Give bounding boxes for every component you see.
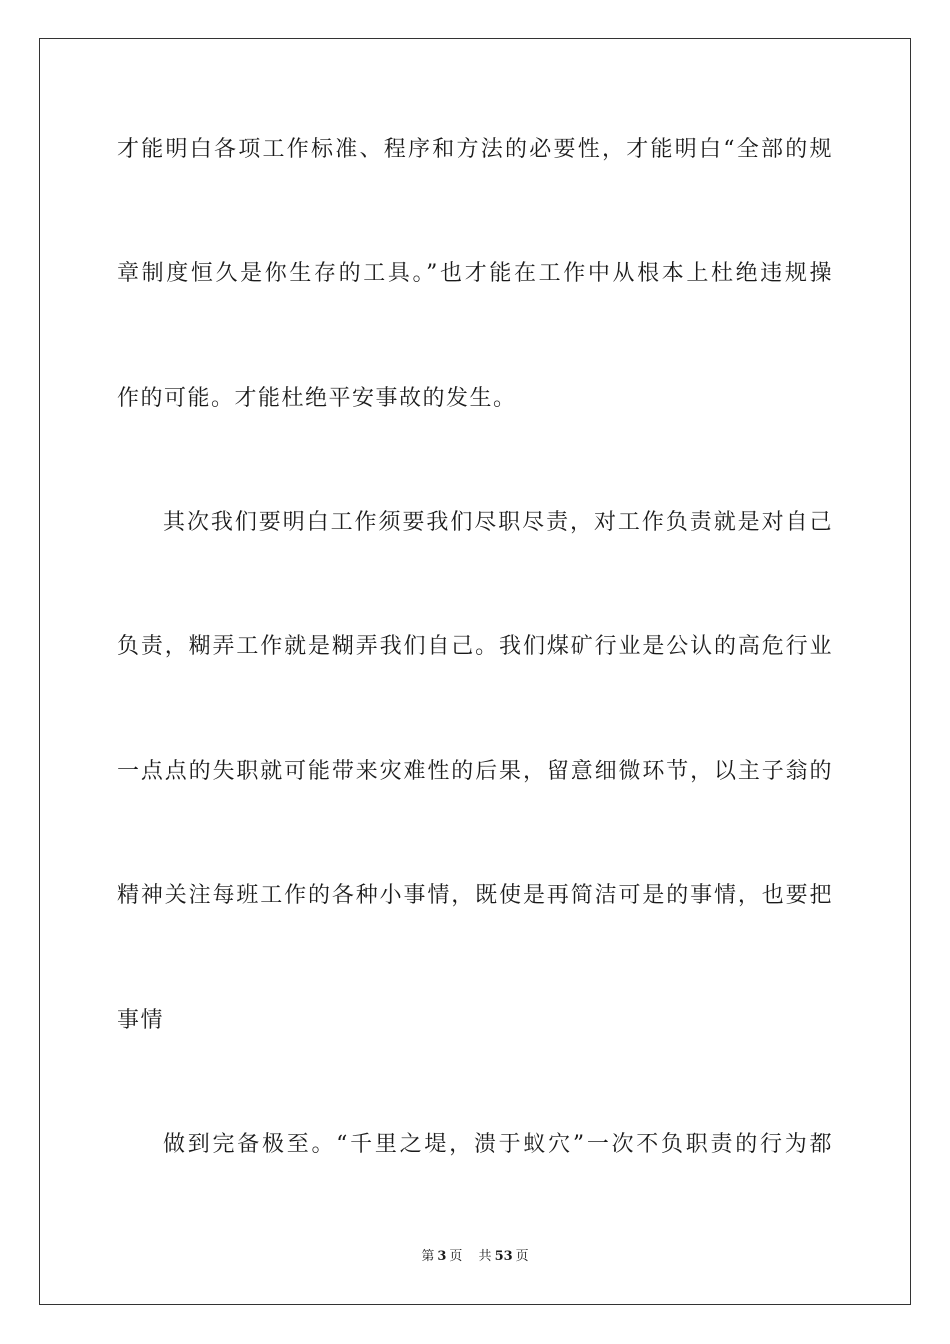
total-suffix: 页: [515, 1249, 529, 1264]
page-suffix: 页: [449, 1249, 463, 1264]
page-prefix: 第: [421, 1249, 435, 1264]
body-line-8: 事情: [117, 1008, 165, 1033]
body-line-6: 一点点的失职就可能带来灾难性的后果，留意细微环节，以主子翁的: [117, 759, 833, 784]
body-line-7: 精神关注每班工作的各种小事情，既使是再简洁可是的事情，也要把: [117, 883, 833, 908]
body-line-3: 作的可能。才能杜绝平安事故的发生。: [117, 386, 517, 411]
page-number: 3: [437, 1249, 447, 1264]
body-line-2: 章制度恒久是你生存的工具。”也才能在工作中从根本上杜绝违规操: [117, 261, 833, 286]
page-footer: [0, 1248, 950, 1266]
body-line-9: 做到完备极至。“千里之堤，溃于蚁穴”一次不负职责的行为都: [163, 1132, 833, 1157]
body-line-5: 负责，糊弄工作就是糊弄我们自己。我们煤矿行业是公认的高危行业: [117, 634, 833, 659]
body-line-4: 其次我们要明白工作须要我们尽职尽责，对工作负责就是对自己: [163, 510, 833, 535]
total-pages-label: [476, 1249, 532, 1264]
total-prefix: 共: [478, 1249, 492, 1264]
page-number-label: [418, 1249, 465, 1264]
body-line-1: 才能明白各项工作标准、程序和方法的必要性，才能明白“全部的规: [117, 137, 833, 162]
total-pages: 53: [494, 1249, 513, 1264]
page-border: [39, 38, 911, 1305]
